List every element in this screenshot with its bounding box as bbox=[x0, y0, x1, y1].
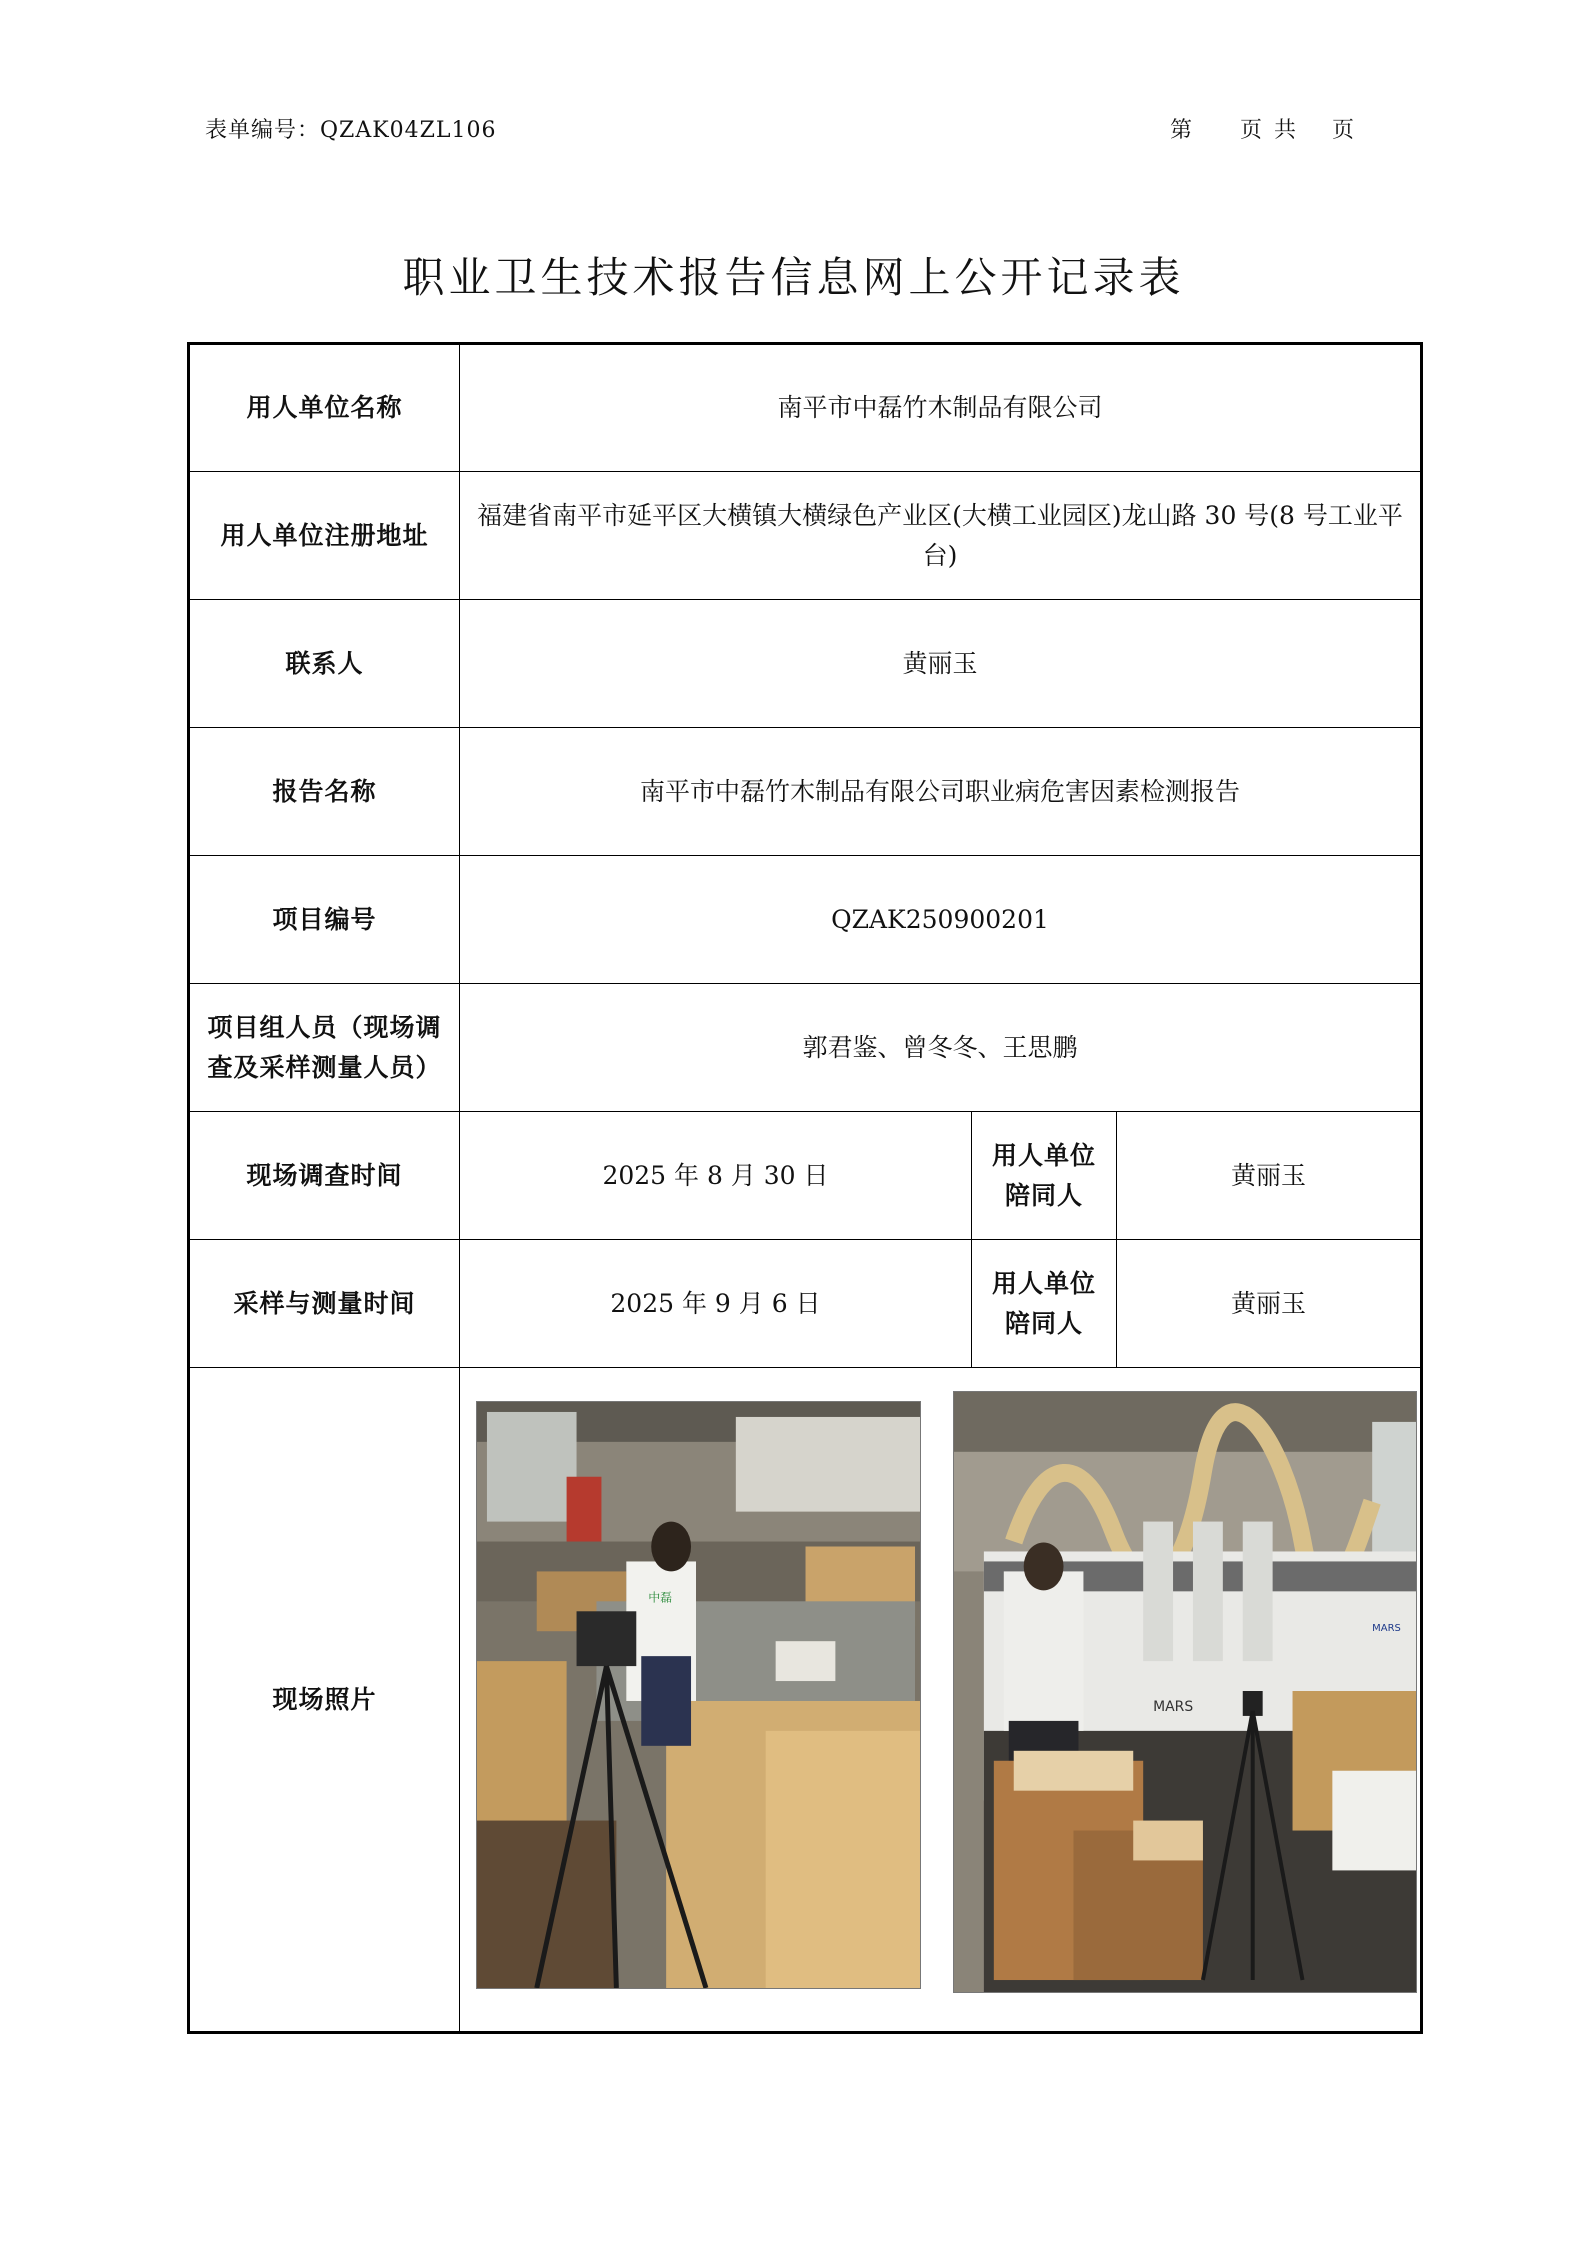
project-number-label: 项目编号 bbox=[189, 856, 460, 984]
row-report-name bbox=[189, 728, 1422, 856]
record-table bbox=[187, 342, 1423, 2034]
site-photo-cnc bbox=[953, 1391, 1417, 1993]
page-ye-total: 页 bbox=[1332, 118, 1355, 143]
sampling-time-label: 采样与测量时间 bbox=[189, 1240, 460, 1368]
employer-address-value: 福建省南平市延平区大横镇大横绿色产业区(大横工业园区)龙山路 30 号(8 号工业平台) bbox=[460, 472, 1422, 600]
machine-side-label-text: MARS bbox=[1372, 1623, 1401, 1635]
site-photos-cell bbox=[460, 1368, 1422, 2033]
document-title: 职业卫生技术报告信息网上公开记录表 bbox=[402, 253, 1185, 302]
sampling-escort-value: 黄丽玉 bbox=[1117, 1240, 1422, 1368]
sampling-time-value: 2025 年 9 月 6 日 bbox=[460, 1240, 972, 1368]
team-label: 项目组人员（现场调查及采样测量人员） bbox=[189, 984, 460, 1112]
form-number: 表单编号：QZAK04ZL106 bbox=[205, 118, 497, 143]
report-name-label: 报告名称 bbox=[189, 728, 460, 856]
contact-label: 联系人 bbox=[189, 600, 460, 728]
machine-label-text: MARS bbox=[1153, 1698, 1194, 1715]
employer-name-label: 用人单位名称 bbox=[189, 344, 460, 472]
employer-address-label: 用人单位注册地址 bbox=[189, 472, 460, 600]
contact-value: 黄丽玉 bbox=[460, 600, 1422, 728]
row-sampling-time bbox=[189, 1240, 1422, 1368]
project-number-value: QZAK250900201 bbox=[460, 856, 1422, 984]
page-indicator bbox=[1170, 113, 1354, 144]
row-team bbox=[189, 984, 1422, 1112]
shirt-logo-text: 中磊 bbox=[648, 1590, 673, 1605]
survey-time-label: 现场调查时间 bbox=[189, 1112, 460, 1240]
site-photo-workshop bbox=[476, 1401, 921, 1989]
report-name-value: 南平市中磊竹木制品有限公司职业病危害因素检测报告 bbox=[460, 728, 1422, 856]
survey-escort-value: 黄丽玉 bbox=[1117, 1112, 1422, 1240]
row-contact bbox=[189, 600, 1422, 728]
survey-escort-label: 用人单位陪同人 bbox=[972, 1112, 1117, 1240]
employer-name-value: 南平市中磊竹木制品有限公司 bbox=[460, 344, 1422, 472]
survey-time-value: 2025 年 8 月 30 日 bbox=[460, 1112, 972, 1240]
row-site-photos bbox=[189, 1368, 1422, 2033]
site-photos-label: 现场照片 bbox=[189, 1368, 460, 2033]
row-employer-name bbox=[189, 344, 1422, 472]
row-survey-time bbox=[189, 1112, 1422, 1240]
row-employer-address bbox=[189, 472, 1422, 600]
page-di: 第 bbox=[1170, 118, 1193, 143]
page-ye: 页 bbox=[1240, 118, 1263, 143]
sampling-escort-label: 用人单位陪同人 bbox=[972, 1240, 1117, 1368]
team-value: 郭君鉴、曾冬冬、王思鹏 bbox=[460, 984, 1422, 1112]
row-project-number bbox=[189, 856, 1422, 984]
page-gong: 共 bbox=[1274, 118, 1297, 143]
